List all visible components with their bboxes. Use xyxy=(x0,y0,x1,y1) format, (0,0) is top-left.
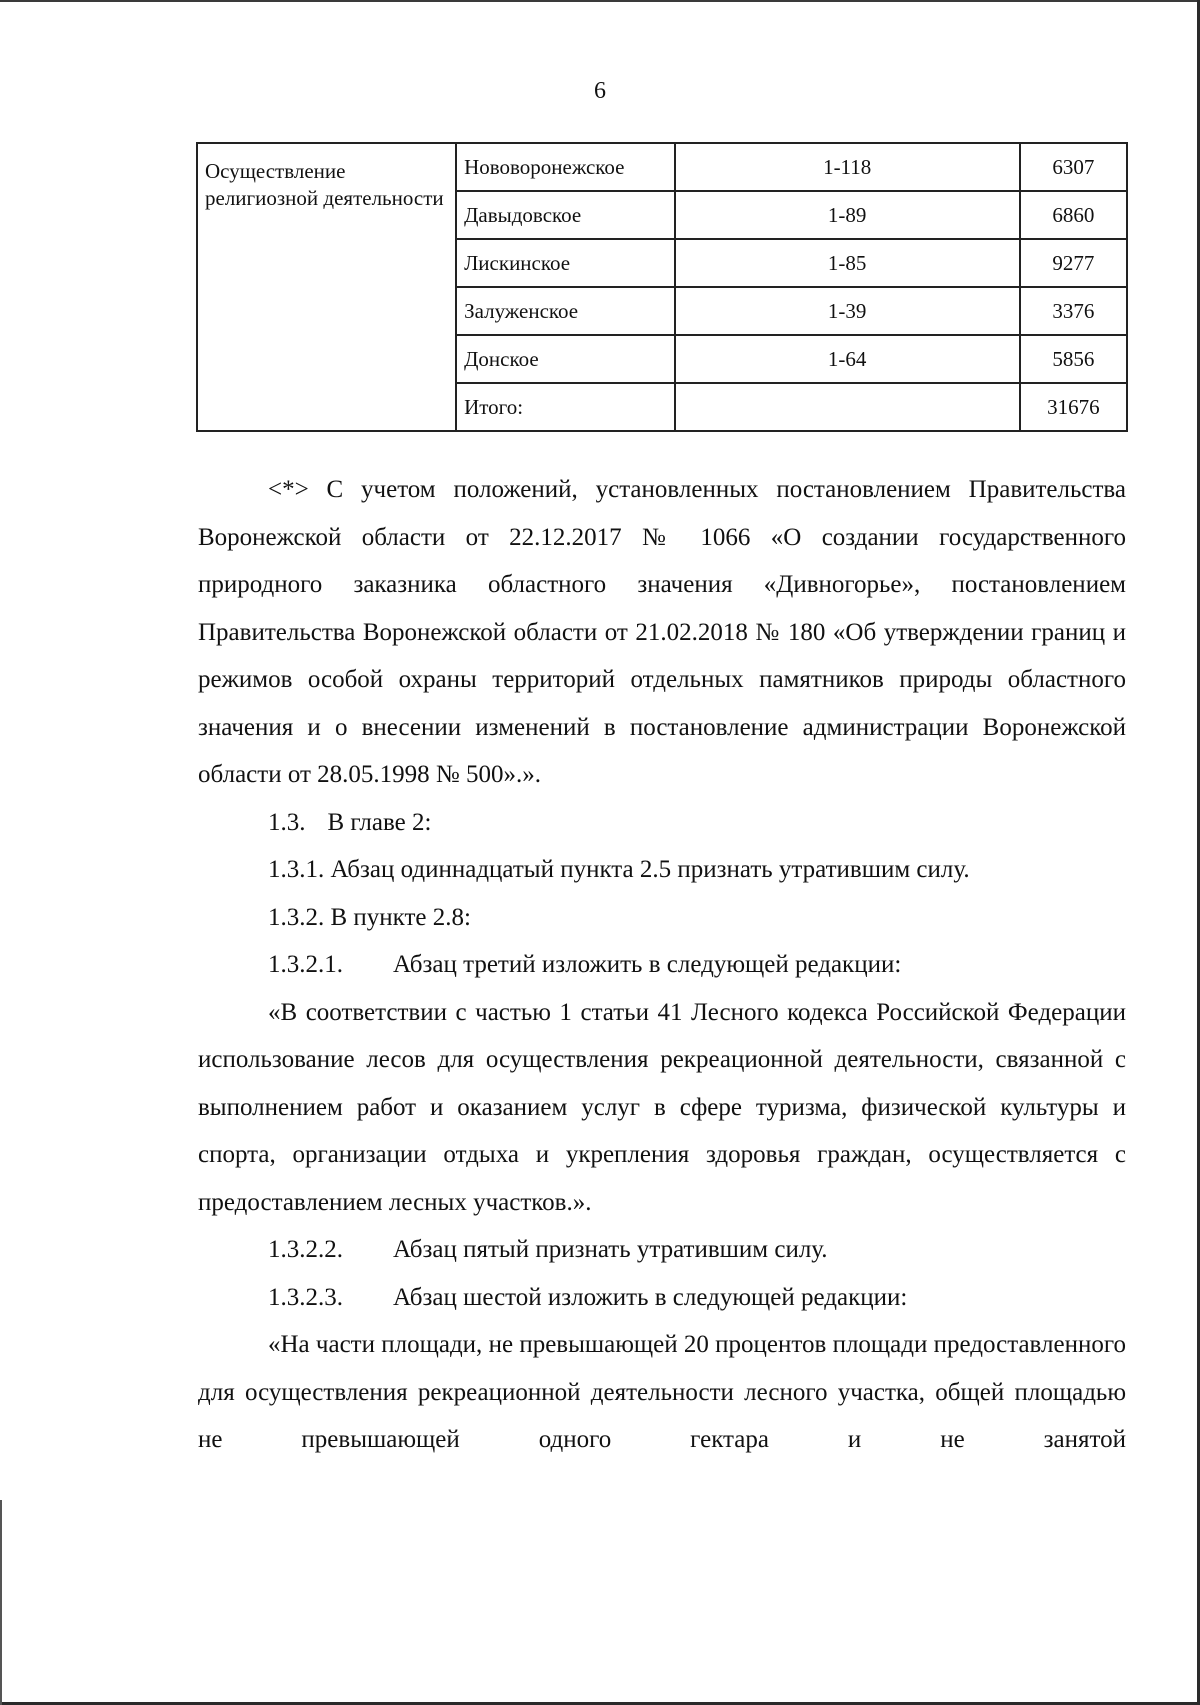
paragraph-1-3-2: 1.3.2. В пункте 2.8: xyxy=(268,903,471,931)
table-cell-area: 9277 xyxy=(1020,239,1127,287)
footnote-paragraph: <*> С учетом положений, установленных постановлением Правительства Воронежской области от 22.12.2017 № 1066 «О создании государственного природного заказника областного значения «Дивногорье», постановлением Правительства Воронежской области от 21.02.2018 № 180 «Об утверждении границ и режимов особой охраны территорий отдельных памятников природы областного значения и о внесении изменений в постановление администрации Воронежской области от 28.05.1998 № 500».». xyxy=(198,476,1126,788)
page-number: 6 xyxy=(594,78,606,104)
paragraph-1-3 xyxy=(198,799,1126,847)
table-cell-forestry: Донское xyxy=(456,335,675,383)
paragraph-1-3-1: 1.3.1. Абзац одиннадцатый пункта 2.5 признать утратившим силу. xyxy=(268,856,970,883)
table-cell-quarters: 1-89 xyxy=(675,191,1020,239)
table-cell-forestry: Лискинское xyxy=(456,239,675,287)
table-cell-area: 5856 xyxy=(1020,335,1127,383)
table-cell-area: 3376 xyxy=(1020,287,1127,335)
clause-text: Абзац шестой изложить в следующей редакции: xyxy=(393,1283,908,1311)
table-cell-forestry: Залуженское xyxy=(456,287,675,335)
table-cell-quarters: 1-39 xyxy=(675,287,1020,335)
clause-text: Абзац третий изложить в следующей редакции: xyxy=(393,951,902,978)
table-cell-quarters: 1-64 xyxy=(675,335,1020,383)
paragraph-1-3-2-3 xyxy=(198,1274,1126,1322)
forest-table xyxy=(196,142,1128,432)
table-cell-forestry: Нововоронежское xyxy=(456,143,675,191)
quote-paragraph-2: «На части площади, не превышающей 20 процентов площади предоставленного для осуществления рекреационной деятельности лесного участка, общей площадью не превышающей одного гектара и не занятой xyxy=(198,1331,1126,1453)
table-cell-area: 6860 xyxy=(1020,191,1127,239)
scan-border-left xyxy=(0,1500,2,1705)
table-cell-area: 6307 xyxy=(1020,143,1127,191)
clause-number: 1.3.2.1. xyxy=(268,951,343,978)
quote-paragraph-1: «В соответствии с частью 1 статьи 41 Лесного кодекса Российской Федерации использование лесов для осуществления рекреационной деятельности, связанной с выполнением работ и оказанием услуг в сфере туризма, физической культуры и спорта, организации отдыха и укрепления здоровья граждан, осуществляется с предоставлением лесных участков.». xyxy=(198,998,1126,1216)
clause-number: 1.3.2.3. xyxy=(268,1283,343,1311)
table-cell-total-quarters xyxy=(675,383,1020,431)
scan-border-top xyxy=(0,0,1200,2)
table-cell-total-area: 31676 xyxy=(1020,383,1127,431)
paragraph-1-3-2-1 xyxy=(198,941,1126,989)
table-cell-quarters: 1-118 xyxy=(675,143,1020,191)
table-cell-activity: Осуществление религиозной деятельности xyxy=(197,143,456,431)
clause-number: 1.3. xyxy=(268,808,306,836)
clause-text: В главе 2: xyxy=(327,808,432,836)
table-row xyxy=(197,143,1127,191)
clause-text: Абзац пятый признать утратившим силу. xyxy=(393,1236,828,1263)
paragraph-1-3-2-2 xyxy=(198,1226,1126,1274)
table-cell-quarters: 1-85 xyxy=(675,239,1020,287)
clause-number: 1.3.2.2. xyxy=(268,1236,343,1263)
document-body xyxy=(198,466,1126,1464)
table-cell-total-label: Итого: xyxy=(456,383,675,431)
table-cell-forestry: Давыдовское xyxy=(456,191,675,239)
